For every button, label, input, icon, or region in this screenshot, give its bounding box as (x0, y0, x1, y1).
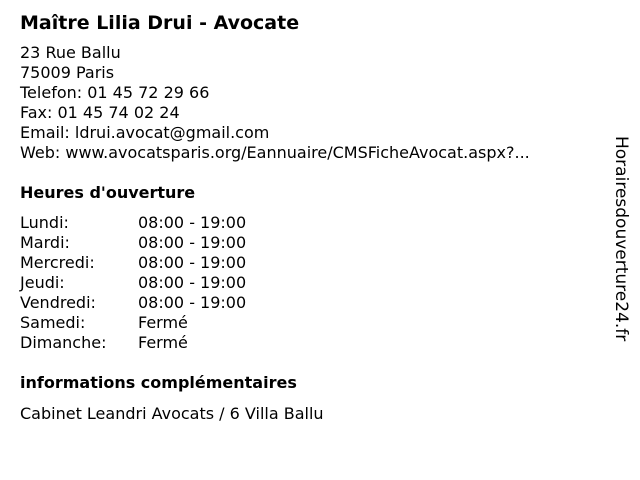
address-street: 23 Rue Ballu (20, 43, 121, 62)
day-label: Dimanche: (20, 333, 107, 352)
day-label: Samedi: (20, 313, 86, 332)
web-line: Web: www.avocatsparis.org/Eannuaire/CMSFicheAvocat.aspx?... (20, 143, 530, 162)
hours-row-jeudi (20, 273, 246, 293)
hours-row-samedi (20, 313, 246, 333)
page-title: Maître Lilia Drui - Avocate (20, 12, 300, 34)
hours-row-vendredi (20, 293, 246, 313)
day-label: Lundi: (20, 213, 69, 232)
day-label: Vendredi: (20, 293, 96, 312)
hours-heading: Heures d'ouverture (20, 183, 196, 202)
day-label: Jeudi: (20, 273, 65, 292)
hours-row-lundi (20, 213, 246, 233)
contact-block (20, 43, 530, 163)
fax-line: Fax: 01 45 74 02 24 (20, 103, 180, 122)
day-hours: Fermé (138, 313, 188, 332)
hours-row-mardi (20, 233, 246, 253)
day-hours: 08:00 - 19:00 (138, 293, 247, 312)
hours-row-mercredi (20, 253, 246, 273)
day-hours: 08:00 - 19:00 (138, 213, 247, 232)
day-hours: 08:00 - 19:00 (138, 233, 247, 252)
email-line: Email: ldrui.avocat@gmail.com (20, 123, 270, 142)
side-brand-watermark: Horairesdouverture24.fr (611, 136, 631, 342)
hours-row-dimanche (20, 333, 246, 353)
day-hours: Fermé (138, 333, 188, 352)
day-label: Mercredi: (20, 253, 95, 272)
day-label: Mardi: (20, 233, 70, 252)
day-hours: 08:00 - 19:00 (138, 253, 247, 272)
phone-line: Telefon: 01 45 72 29 66 (20, 83, 210, 102)
hours-list (20, 213, 246, 353)
extra-info-heading: informations complémentaires (20, 373, 297, 392)
extra-info-text: Cabinet Leandri Avocats / 6 Villa Ballu (20, 404, 324, 423)
day-hours: 08:00 - 19:00 (138, 273, 247, 292)
address-city: 75009 Paris (20, 63, 115, 82)
